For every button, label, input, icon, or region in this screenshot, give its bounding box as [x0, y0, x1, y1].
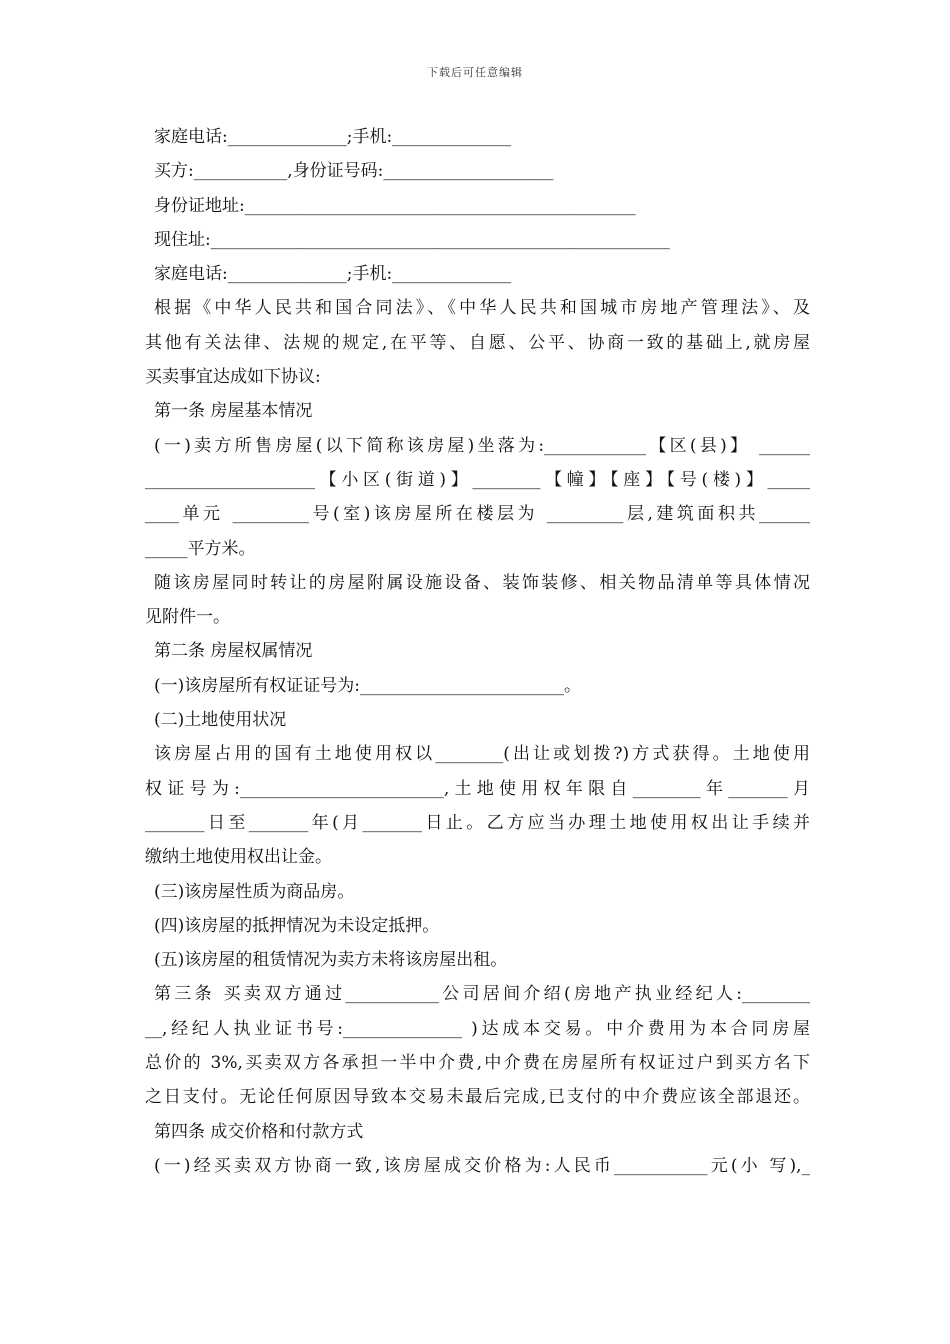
text-line: 之日支付。无论任何原因导致本交易未最后完成,已支付的中介费应该全部退还。: [145, 1087, 810, 1108]
text-line: ____________________【小区(街道)】________【幢】【座】【号(楼)】_____: [145, 469, 810, 490]
text-line: ____单元 _________号(室)该房屋所在楼层为 _________层,建筑面积共______: [145, 504, 810, 525]
contract-body: [145, 120, 810, 1183]
page-header: 下载后可任意编辑: [427, 66, 523, 79]
text-line: _______日至_______年(月_______日止。乙方应当办理土地使用权出让手续并: [145, 812, 810, 833]
text-line: (一)经买卖双方协商一致,该房屋成交价格为:人民币___________元(小 写),_: [154, 1155, 810, 1176]
text-line: 买卖事宜达成如下协议:: [145, 367, 321, 388]
text-line: 家庭电话:______________;手机:______________: [154, 127, 512, 147]
text-line: 其他有关法律、法规的规定,在平等、自愿、公平、协商一致的基础上,就房屋: [145, 332, 810, 353]
text-line: 根据《中华人民共和国合同法》、《中华人民共和国城市房地产管理法》、及: [154, 298, 810, 319]
text-line: 第一条 房屋基本情况: [154, 401, 313, 422]
text-line: 家庭电话:______________;手机:______________: [154, 264, 512, 285]
text-line: 第四条 成交价格和付款方式: [154, 1121, 364, 1142]
text-line: (四)该房屋的抵押情况为未设定抵押。: [154, 915, 440, 936]
text-line: 第三条 买卖双方通过___________公司居间介绍(房地产执业经纪人:________: [154, 984, 810, 1005]
text-line: (二)土地使用状况: [154, 710, 287, 731]
text-line: 见附件一。: [145, 607, 230, 628]
text-line: _____平方米。: [145, 538, 256, 559]
text-line: (五)该房屋的租赁情况为卖方未将该房屋出租。: [154, 950, 508, 971]
text-line: 现住址:______________________________________________________: [154, 229, 670, 250]
text-line: 总价的 3%,买卖双方各承担一半中介费,中介费在房屋所有权证过户到买方名下: [145, 1053, 810, 1074]
text-line: (一)卖方所售房屋(以下简称该房屋)坐落为:____________【区(县)】 ______: [154, 435, 810, 456]
text-line: 第二条 房屋权属情况: [154, 641, 313, 662]
text-line: 该房屋占用的国有土地使用权以________(出让或划拨?)方式获得。土地使用: [154, 744, 810, 765]
text-line: __,经纪人执业证书号:______________ )达成本交易。中介费用为本合同房屋: [145, 1018, 810, 1039]
text-line: (三)该房屋性质为商品房。: [154, 881, 355, 902]
text-line: 随该房屋同时转让的房屋附属设施设备、装饰装修、相关物品清单等具体情况: [154, 572, 810, 593]
text-line: 买方:___________,身份证号码:____________________: [154, 161, 554, 182]
text-line: 权证号为:________________________,土地使用权年限自________年_______月: [145, 778, 810, 799]
text-line: 缴纳土地使用权出让金。: [145, 847, 332, 868]
text-line: (一)该房屋所有权证证号为:________________________。: [154, 675, 581, 696]
text-line: 身份证地址:______________________________________________: [154, 195, 636, 216]
